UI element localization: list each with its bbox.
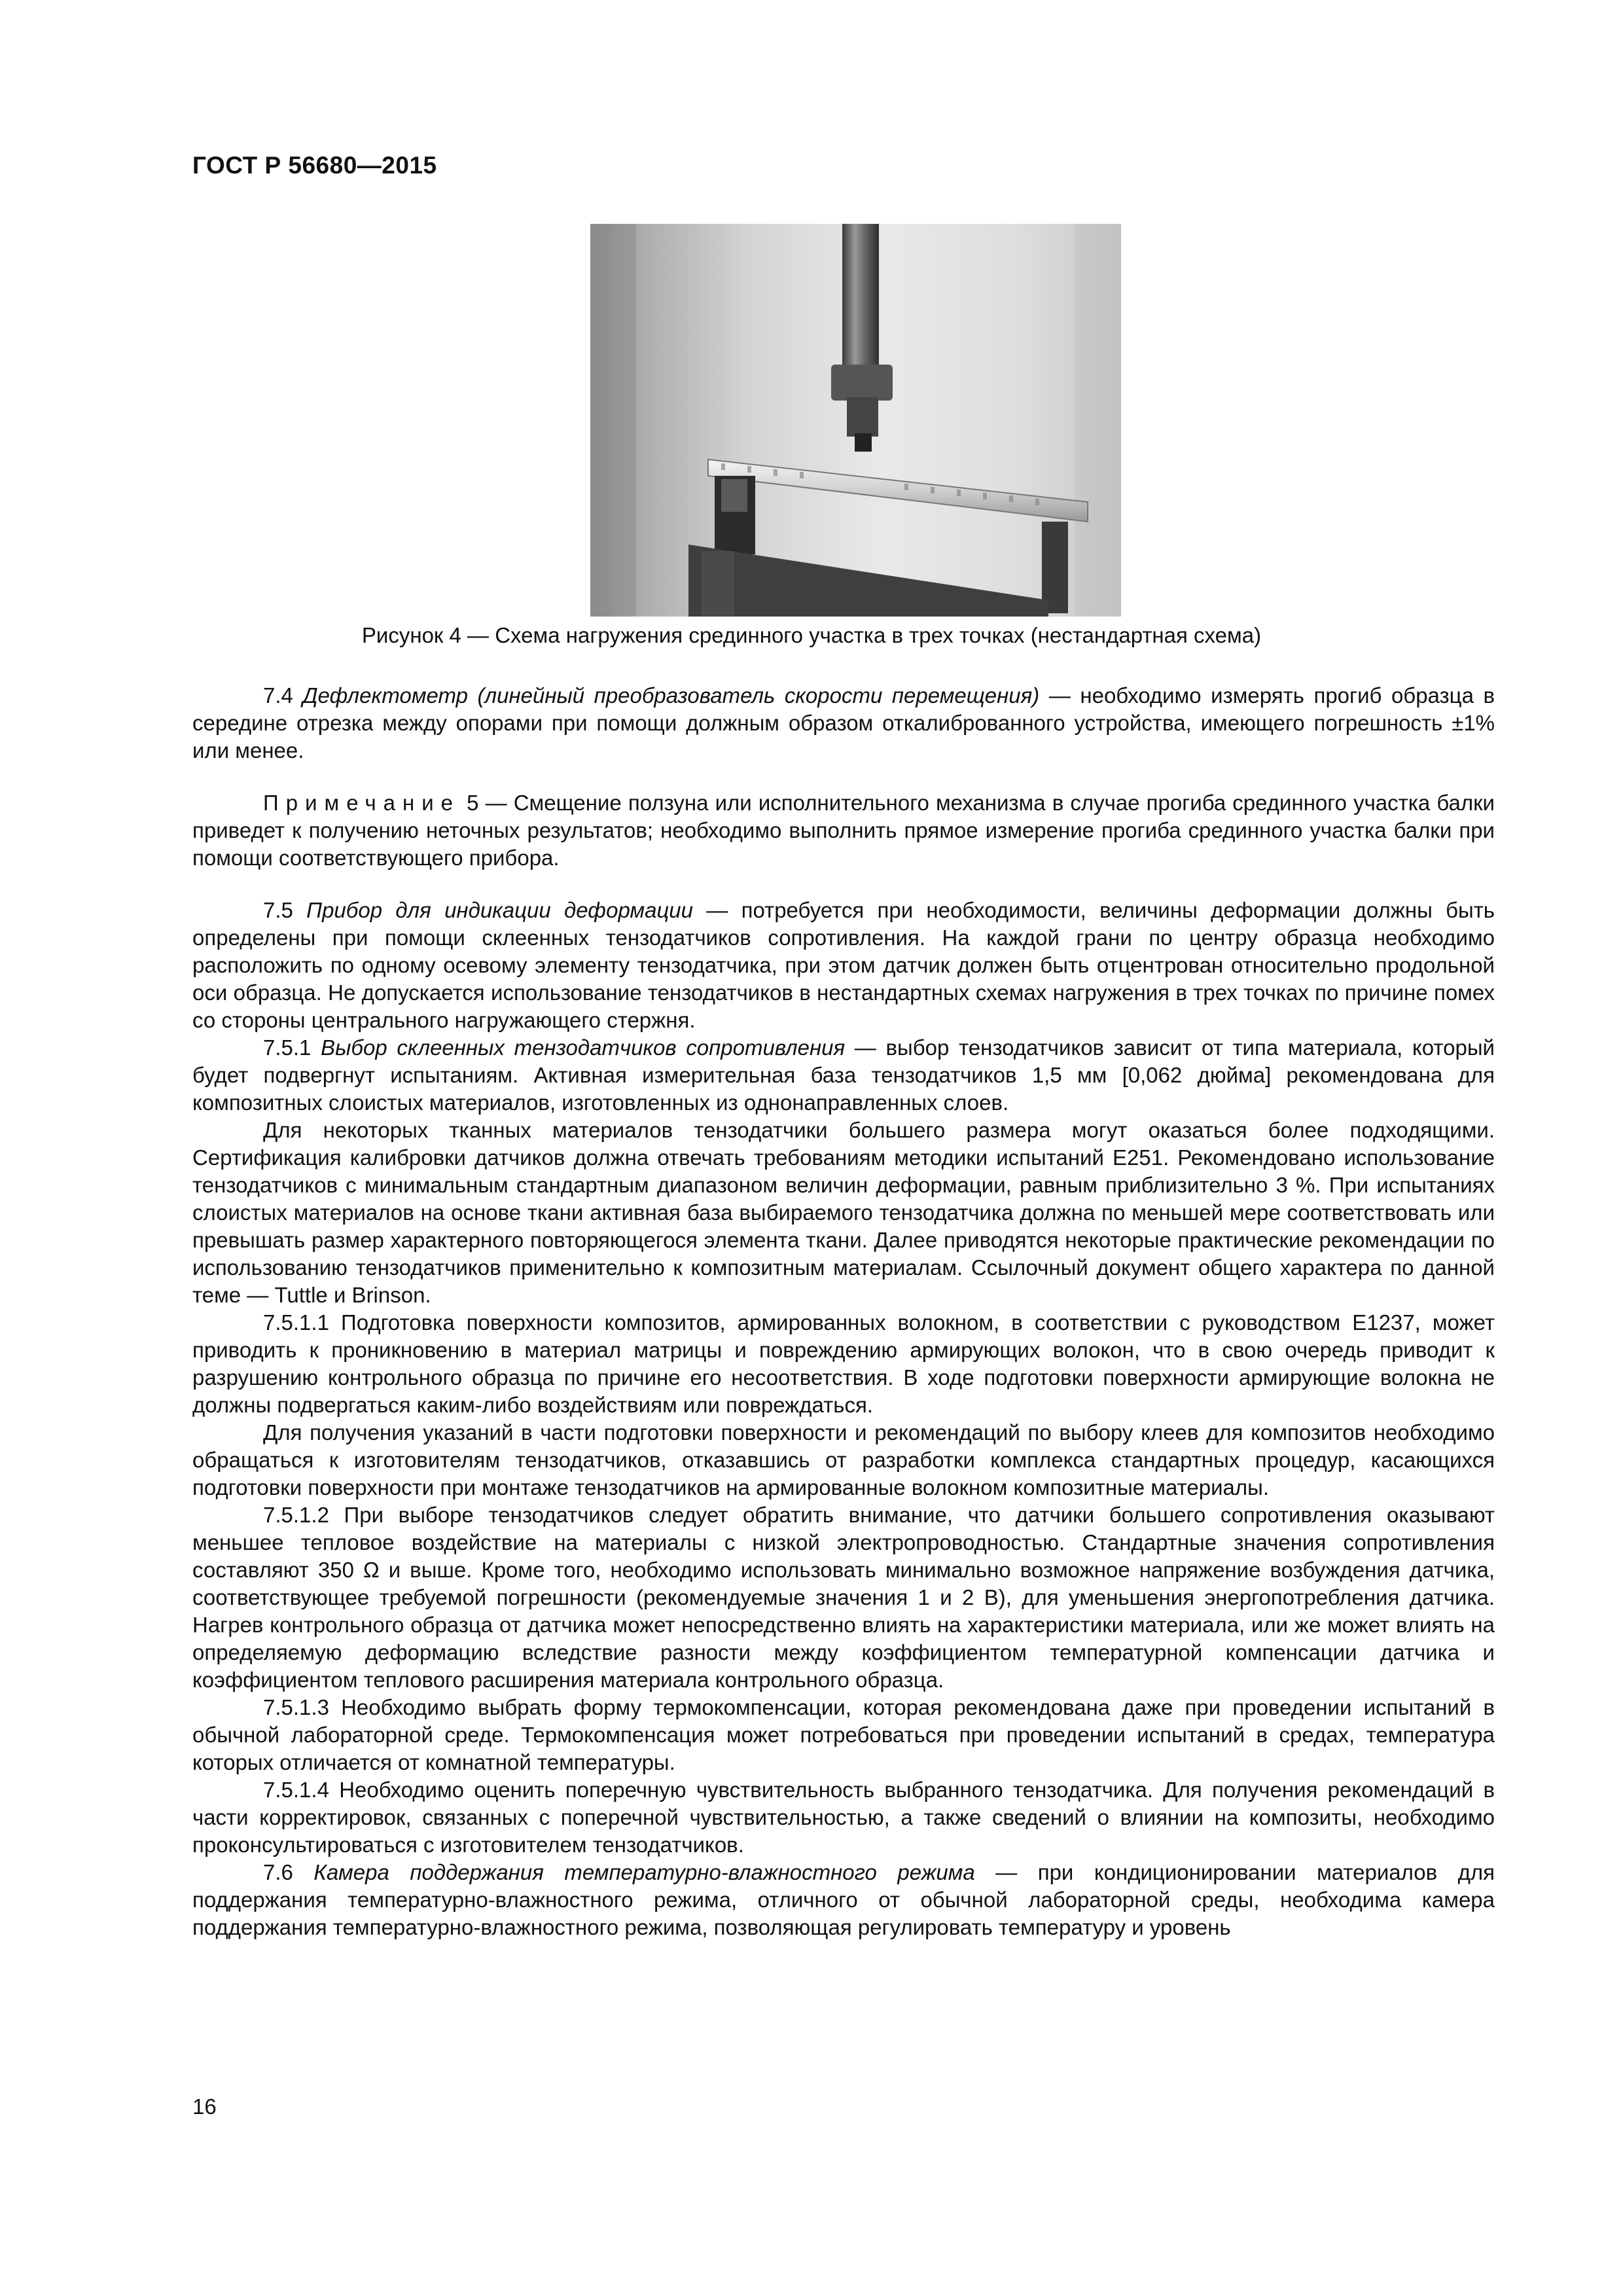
note-5: Примечание 5 — Смещение ползуна или исполнительного механизма в случае прогиба срединного участка балки приведет к получению неточных результатов; необходимо выполнить прямое измерение прогиба срединного участка балки при помощи соответствующего прибора. [192,791,1495,870]
section-7-5: 7.5 Прибор для индикации деформации — потребуется при необходимости, величины деформации должны быть определены при помощи склеенных тензодатчиков сопротивления. На каждой грани по центру образца необходимо расположить по одному осевому элементу тензодатчика, при этом датчик должен быть отцентрован относительно продольной оси образца. Не допускается использование тензодатчиков в нестандартных схемах нагружения в трех точках по причине помех со стороны центрального нагружающего стержня. [192,898,1495,1032]
section-7-5-1-4: 7.5.1.4 Необходимо оценить поперечную чувствительность выбранного тензодатчика. Для получения рекомендаций в части корректировок, связанных с поперечной чувствительностью, а также сведений о влиянии на композиты, необходимо проконсультироваться с изготовителем тензодатчиков. [192,1778,1495,1857]
paragraph-adhesive: Для получения указаний в части подготовки поверхности и рекомендаций по выбору клеев для композитов необходимо обращаться к изготовителям тензодатчиков, отказавшись от разработки комплекса стандартных процедур, касающихся подготовки поверхности при монтаже тензодатчиков на армированные волокном композитные материалы. [192,1420,1495,1499]
figure-caption: Рисунок 4 — Схема нагружения срединного участка в трех точках (нестандартная схема) [361,623,1262,647]
document-header: ГОСТ Р 56680—2015 [192,152,437,179]
section-7-5-1-1: 7.5.1.1 Подготовка поверхности композитов, армированных волокном, в соответствии с руководством Е1237, может приводить к проникновению в материал матрицы и повреждению армирующих волокон, что в свою очередь приводит к разрушению контрольного образца по причине его несоответствия. В ходе подготовки поверхности армирующие волокна не должны подвергаться каким-либо воздействиям или повреждаться. [192,1310,1495,1417]
section-7-5-1: 7.5.1 Выбор склеенных тензодатчиков сопротивления — выбор тензодатчиков зависит от типа материала, который будет подвергнут испытаниям. Активная измерительная база тензодатчиков 1,5 мм [0,062 дюйма] рекомендована для композитных слоистых материалов, изготовленных из однонаправленных слоев. [192,1035,1495,1115]
section-7-5-1-2: 7.5.1.2 При выборе тензодатчиков следует обратить внимание, что датчики большего сопротивления оказывают меньшее тепловое воздействие на материалы с низкой электропроводностью. Стандартные значения сопротивления составляют 350 Ω и выше. Кроме того, необходимо использовать минимально возможное напряжение возбуждения датчика, соответствующее требуемой погрешности (рекомендуемые значения 1 и 2 В), для уменьшения энергопотребления датчика. Нагрев контрольного образца от датчика может непосредственно влиять на характеристики материала, или же может влиять на определяемую деформацию вследствие разности между коэффициентом температурной компенсации датчика и коэффициентом теплового расширения материала контрольного образца. [192,1503,1495,1692]
section-7-4: 7.4 Дефлектометр (линейный преобразователь скорости перемещения) — необходимо измерять прогиб образца в середине отрезка между опорами при помощи должным образом откалиброванного устройства, имеющего погрешность ±1% или менее. [192,683,1495,762]
paragraph-fabric: Для некоторых тканных материалов тензодатчики большего размера могут оказаться более подходящими. Сертификация калибровки датчиков должна отвечать требованиям методики испытаний Е251. Рекомендовано использование тензодатчиков с минимальным стандартным диапазоном величин деформации, равным приблизительно 3 %. При испытаниях слоистых материалов на основе ткани активная база выбираемого тензодатчика должна по меньшей мере соответствовать или превышать размер характерного повторяющегося элемента ткани. Далее приводятся некоторые практические рекомендации по использованию тензодатчиков применительно к композитным материалам. Ссылочный документ общего характера по данной теме — Tuttle и Brinson. [192,1118,1495,1307]
section-7-5-1-3: 7.5.1.3 Необходимо выбрать форму термокомпенсации, которая рекомендована даже при проведении испытаний в обычной лабораторной среде. Термокомпенсация может потребоваться при проведении испытаний в средах, температура которых отличается от комнатной температуры. [192,1695,1495,1774]
section-7-6: 7.6 Камера поддержания температурно-влажностного режима — при кондиционировании материалов для поддержания температурно-влажностного режима, отличного от обычной лабораторной среды, необходима камера поддержания температурно-влажностного режима, позволяющая регулировать температуру и уровень [192,1860,1495,1939]
page-number: 16 [192,2094,217,2119]
figure-photo [590,224,1121,617]
three-point-bending-photo [590,224,1121,617]
document-body [192,682,1495,1941]
